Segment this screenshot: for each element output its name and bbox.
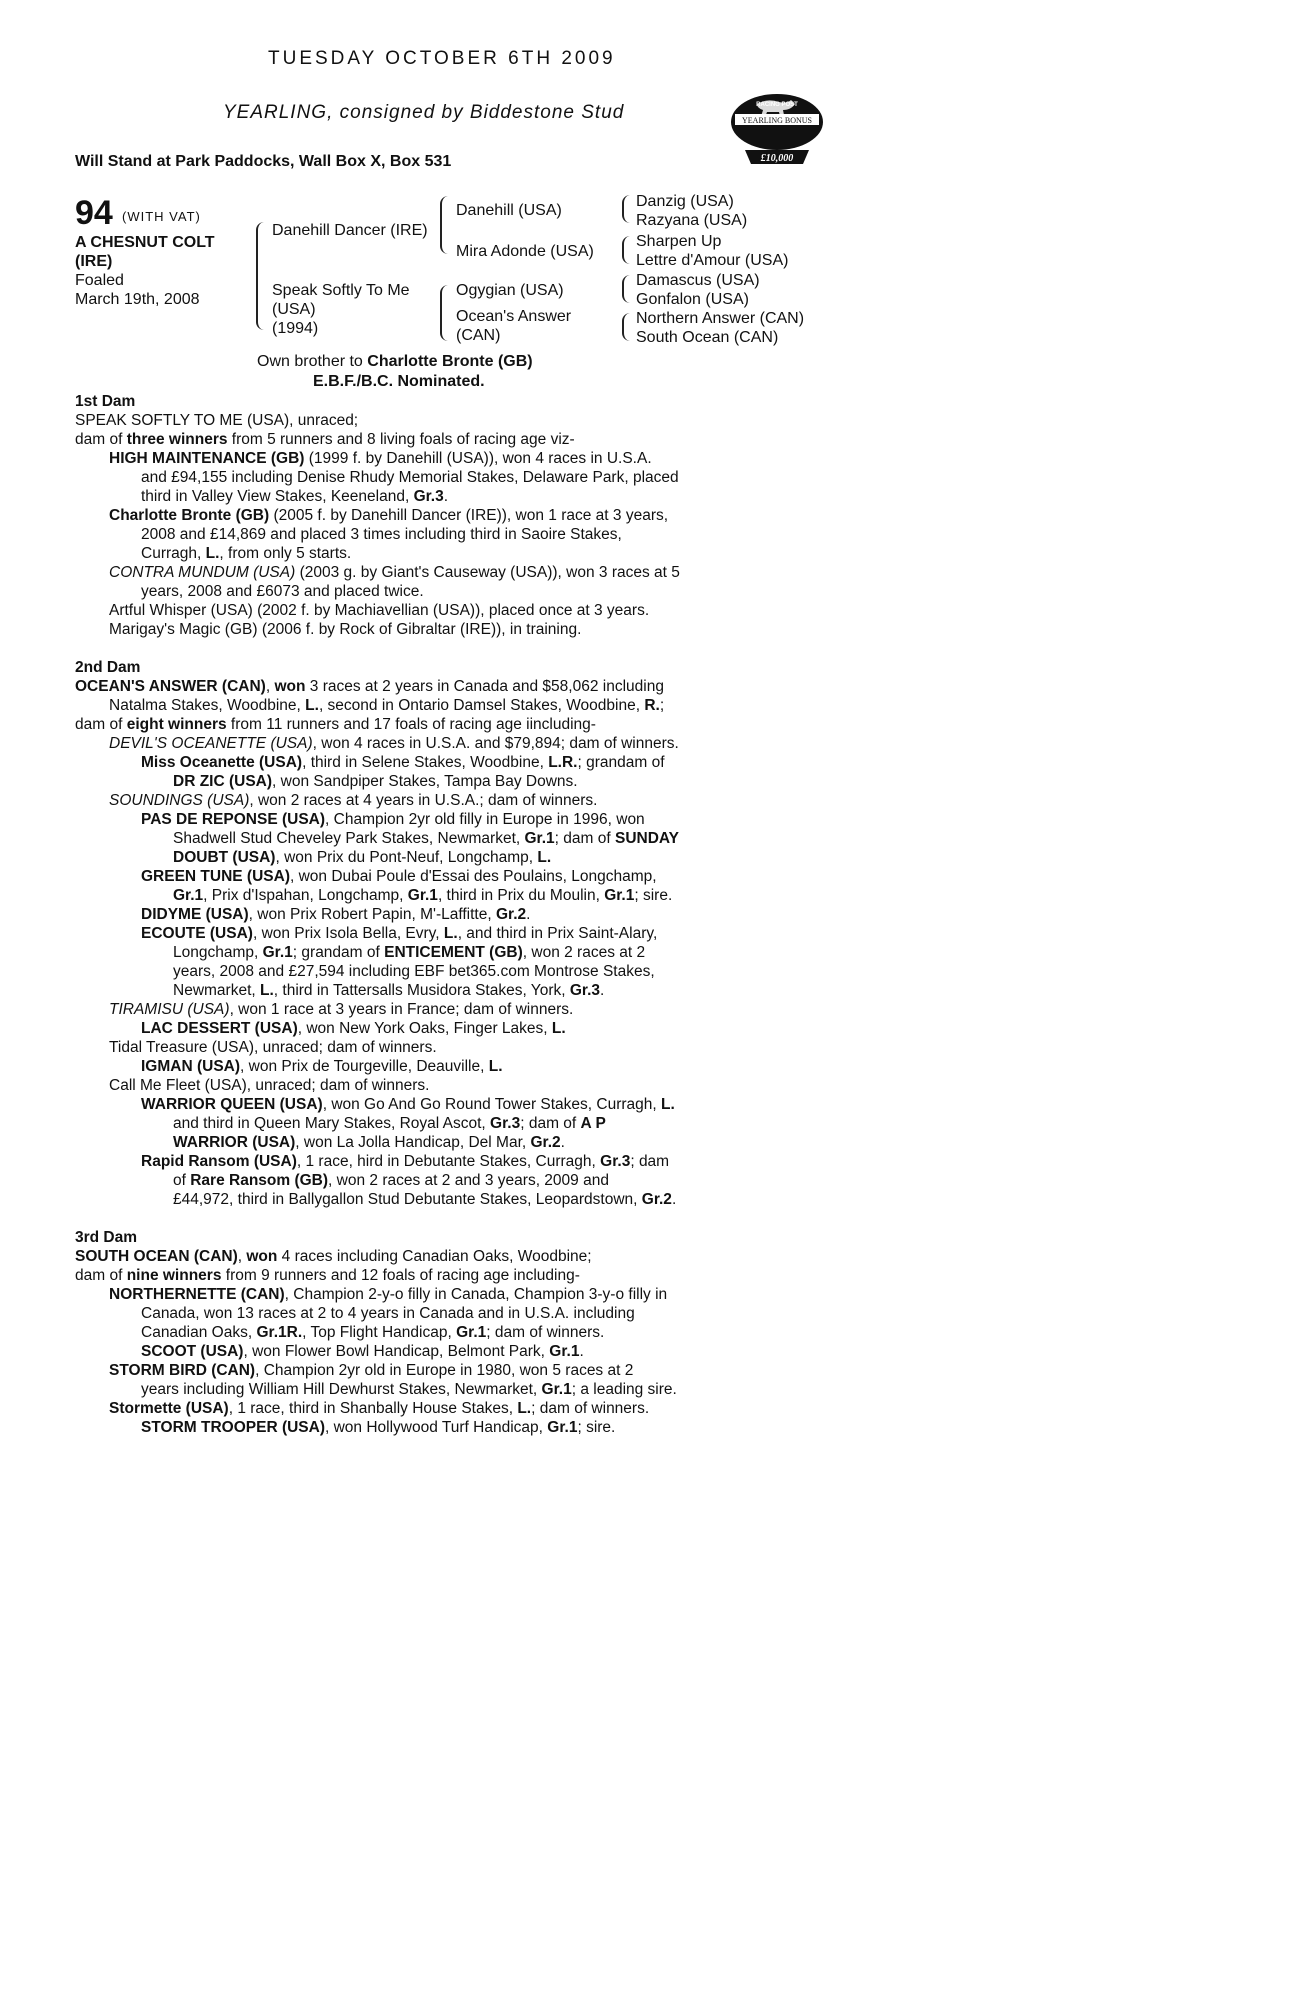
text-run: ; sire.: [634, 887, 673, 904]
sale-date: TUESDAY OCTOBER 6TH 2009: [268, 48, 616, 69]
text-run: third in Valley View Stakes, Keeneland,: [141, 488, 414, 505]
text-run: L.: [260, 982, 274, 999]
text-run: Gr.1: [173, 887, 204, 904]
text-run: Gr.3: [413, 488, 444, 505]
own-brother-name: Charlotte Bronte (GB): [367, 353, 533, 370]
lot-number: 94: [75, 194, 113, 232]
text-run: LAC DESSERT (USA): [141, 1020, 298, 1037]
body-line: [75, 1190, 755, 1209]
lot-description: [75, 233, 265, 271]
text-run: L.: [661, 1096, 675, 1113]
text-run: 2008 and £14,869 and placed 3 times including third in Saoire Stakes,: [141, 526, 622, 543]
body-line: [75, 1323, 755, 1342]
text-run: Rare Ransom (GB): [190, 1172, 329, 1189]
text-run: Gr.1: [456, 1324, 487, 1341]
text-run: ; dam of: [554, 830, 615, 847]
text-run: , Champion 2-y-o filly in Canada, Champion 3-y-o filly in: [284, 1286, 668, 1303]
text-run: ; dam of winners.: [486, 1324, 605, 1341]
text-run: , third in Selene Stakes, Woodbine,: [302, 754, 549, 771]
text-run: , won Prix Isola Bella, Evry,: [252, 925, 444, 942]
text-run: Canada, won 13 races at 2 to 4 years in Canada and in U.S.A. including: [141, 1305, 635, 1322]
catalogue-body: [75, 392, 755, 1437]
text-run: , third in Prix du Moulin,: [437, 887, 605, 904]
text-run: , won Hollywood Turf Handicap,: [325, 1419, 548, 1436]
body-line: [75, 1304, 755, 1323]
text-run: Rapid Ransom (USA): [141, 1153, 297, 1170]
body-line: [75, 1114, 755, 1133]
text-run: .: [600, 982, 605, 999]
pedigree-brace-dam: [440, 285, 450, 341]
text-run: , won Dubai Poule d'Essai des Poulains, Longchamp,: [289, 868, 657, 885]
text-run: and third in Queen Mary Stakes, Royal Ascot,: [173, 1115, 491, 1132]
lot-name-line1: A CHESNUT COLT: [75, 234, 215, 251]
text-run: L.: [443, 925, 458, 942]
pedigree-brace-ss: [622, 195, 631, 223]
pedigree-dam: [272, 281, 410, 338]
body-line: [75, 886, 755, 905]
text-run: Gr.1: [262, 944, 293, 961]
text-run: eight winners: [126, 716, 227, 733]
text-run: from 5 runners and 8 living foals of racing age viz-: [227, 431, 575, 448]
text-run: , won Sandpiper Stakes, Tampa Bay Downs.: [272, 773, 578, 790]
body-line: [75, 981, 755, 1000]
text-run: , won Prix Robert Papin, M'-Laffitte,: [248, 906, 496, 923]
pedigree-dam-sire: Ogygian (USA): [456, 282, 564, 299]
body-line: [75, 1133, 755, 1152]
text-run: , won 2 races at 4 years in U.S.A.; dam of winners.: [249, 792, 598, 809]
pedigree-brace-ds: [622, 275, 631, 303]
pedigree-ddd: South Ocean (CAN): [636, 329, 779, 346]
text-run: ; a leading sire.: [571, 1381, 677, 1398]
text-run: WARRIOR (USA): [173, 1134, 296, 1151]
text-run: ; dam of winners.: [531, 1400, 650, 1417]
body-line: [75, 962, 755, 981]
pedigree-sdd: Lettre d'Amour (USA): [636, 252, 789, 269]
body-line: [75, 1285, 755, 1304]
text-run: NORTHERNETTE (CAN): [109, 1286, 285, 1303]
pedigree-ssd: Razyana (USA): [636, 212, 748, 229]
text-run: years including William Hill Dewhurst Stakes, Newmarket,: [141, 1381, 542, 1398]
body-line: [75, 791, 755, 810]
pedigree-sire-dam: Mira Adonde (USA): [456, 243, 594, 260]
pedigree-dam-line1: Speak Softly To Me: [272, 282, 410, 299]
text-run: Miss Oceanette (USA): [141, 754, 303, 771]
text-run: (2005 f. by Danehill Dancer (IRE)), won 1 race at 3 years,: [269, 507, 669, 524]
text-run: DIDYME (USA): [141, 906, 249, 923]
body-line: [75, 1076, 755, 1095]
body-line: [75, 1095, 755, 1114]
body-line: [75, 506, 755, 525]
text-run: SUNDAY: [614, 830, 680, 847]
text-run: Shadwell Stud Cheveley Park Stakes, Newmarket,: [173, 830, 525, 847]
text-run: CONTRA MUNDUM (USA): [109, 564, 296, 581]
text-run: three winners: [126, 431, 228, 448]
text-run: years, 2008 and £27,594 including EBF bet365.com Montrose Stakes,: [173, 963, 655, 980]
text-run: HIGH MAINTENANCE (GB): [109, 450, 305, 467]
text-run: SCOOT (USA): [141, 1343, 244, 1360]
bonus-badge-icon: [727, 92, 827, 168]
text-run: ; sire.: [577, 1419, 616, 1436]
text-run: Gr.1: [549, 1343, 580, 1360]
pedigree-brace-sd: [622, 236, 631, 264]
body-lines: [75, 411, 755, 1437]
text-run: , Top Flight Handicap,: [302, 1324, 457, 1341]
section-heading-first-dam: 1st Dam: [75, 393, 136, 410]
text-run: Stormette (USA): [109, 1400, 229, 1417]
text-run: nine winners: [126, 1267, 222, 1284]
foaled-label: Foaled: [75, 272, 124, 289]
text-run: ; grandam of: [292, 944, 385, 961]
text-run: ECOUTE (USA): [141, 925, 253, 942]
text-run: , won New York Oaks, Finger Lakes,: [297, 1020, 552, 1037]
body-line: [75, 1342, 755, 1361]
text-run: (2003 g. by Giant's Causeway (USA)), won 3 races at 5: [295, 564, 680, 581]
body-line: [75, 715, 755, 734]
pedigree-dam-line2: (USA): [272, 301, 316, 318]
nomination-note: E.B.F./B.C. Nominated.: [313, 373, 485, 390]
bonus-amount: £10,000: [760, 153, 794, 164]
text-run: Canadian Oaks,: [141, 1324, 257, 1341]
own-brother-note: [257, 352, 533, 371]
text-run: and £94,155 including Denise Rhudy Memorial Stakes, Delaware Park, placed: [141, 469, 679, 486]
text-run: DOUBT (USA): [173, 849, 276, 866]
vat-note: (WITH VAT): [122, 209, 201, 224]
pedigree-sire-sire: Danehill (USA): [456, 202, 562, 219]
text-run: £44,972, third in Ballygallon Stud Debutante Stakes, Leopardstown,: [173, 1191, 642, 1208]
body-line: [75, 563, 755, 582]
pedigree-dds: Northern Answer (CAN): [636, 310, 805, 327]
text-run: DR ZIC (USA): [173, 773, 273, 790]
text-run: L.: [205, 545, 220, 562]
body-line: [75, 848, 755, 867]
text-run: Gr.1: [407, 887, 438, 904]
text-run: Newmarket,: [173, 982, 260, 999]
text-run: dam of: [75, 716, 127, 733]
text-run: Gr.1: [547, 1419, 578, 1436]
body-line: [75, 1361, 755, 1380]
text-run: 3 races at 2 years in Canada and $58,062 including: [305, 678, 664, 695]
pedigree-dam-line3: (1994): [272, 320, 319, 337]
text-run: ,: [237, 1248, 247, 1265]
text-run: .: [443, 488, 449, 505]
bonus-middle-text: YEARLING BONUS: [742, 116, 812, 125]
consignment-line: YEARLING, consigned by Biddestone Stud: [223, 102, 625, 123]
foaled-info: [75, 271, 200, 309]
foaled-date: March 19th, 2008: [75, 291, 200, 308]
body-line: [75, 1152, 755, 1171]
pedigree-dsd: Gonfalon (USA): [636, 291, 749, 308]
pedigree-sds: Sharpen Up: [636, 233, 722, 250]
text-run: Gr.2: [530, 1134, 561, 1151]
text-run: from 9 runners and 12 foals of racing age including-: [221, 1267, 580, 1284]
lot-name-line2: (IRE): [75, 253, 113, 270]
text-run: ; dam of: [520, 1115, 581, 1132]
body-line: [75, 943, 755, 962]
text-run: Gr.2: [641, 1191, 672, 1208]
body-line: [75, 1380, 755, 1399]
pedigree-dam-dam-line1: Ocean's Answer: [456, 308, 572, 325]
own-brother-prefix: Own brother to: [257, 353, 368, 370]
text-run: , won 4 races in U.S.A. and $79,894; dam of winners.: [312, 735, 679, 752]
text-run: R.: [644, 697, 660, 714]
text-run: Gr.3: [600, 1153, 631, 1170]
text-run: L.: [551, 1020, 566, 1037]
text-run: .: [671, 1191, 677, 1208]
text-run: ,: [265, 678, 275, 695]
text-run: Gr.1: [541, 1381, 572, 1398]
pedigree-dss: Damascus (USA): [636, 272, 760, 289]
text-run: SOUNDINGS (USA): [109, 792, 250, 809]
text-run: L.R.: [548, 754, 578, 771]
body-line: [75, 487, 755, 506]
text-run: L.: [537, 849, 552, 866]
text-run: dam of: [75, 1267, 127, 1284]
text-run: ; dam: [630, 1153, 670, 1170]
text-run: , won 2 races at 2 and 3 years, 2009 and: [328, 1172, 609, 1189]
text-run: IGMAN (USA): [141, 1058, 241, 1075]
bonus-top-text: RACING POST: [756, 102, 798, 108]
text-run: Curragh,: [141, 545, 206, 562]
body-line: [75, 411, 755, 430]
text-run: Gr.2: [495, 906, 527, 923]
body-line: [75, 620, 755, 639]
body-line: [75, 430, 755, 449]
text-run: , won Prix de Tourgeville, Deauville,: [240, 1058, 489, 1075]
pedigree-dam-dam: [456, 307, 571, 345]
section-gap: [75, 639, 755, 658]
text-run: PAS DE REPONSE (USA): [141, 811, 326, 828]
body-line: [75, 449, 755, 468]
body-line: [75, 582, 755, 601]
body-line: [75, 734, 755, 753]
body-line: [75, 810, 755, 829]
text-run: Marigay's Magic (GB) (2006 f. by Rock of Gibraltar (IRE)), in training.: [109, 621, 582, 638]
text-run: of: [173, 1172, 191, 1189]
text-run: , 1 race, hird in Debutante Stakes, Curragh,: [296, 1153, 601, 1170]
text-run: Charlotte Bronte (GB): [109, 507, 270, 524]
pedigree-sss: Danzig (USA): [636, 193, 734, 210]
body-line: [75, 1038, 755, 1057]
text-run: , from only 5 starts.: [219, 545, 352, 562]
text-run: A P: [580, 1115, 606, 1132]
text-run: .: [579, 1343, 584, 1360]
text-run: dam of: [75, 431, 127, 448]
pedigree-dam-dam-line2: (CAN): [456, 327, 501, 344]
text-run: SPEAK SOFTLY TO ME (USA), unraced;: [75, 412, 359, 429]
body-line: [75, 1019, 755, 1038]
text-run: Call Me Fleet (USA), unraced; dam of winners.: [109, 1077, 430, 1094]
text-run: , won 2 races at 2: [522, 944, 646, 961]
text-run: , won Prix du Pont-Neuf, Longchamp,: [275, 849, 538, 866]
body-line: [75, 1057, 755, 1076]
pedigree-brace-sire: [440, 196, 450, 254]
text-run: (1999 f. by Danehill (USA)), won 4 races in U.S.A.: [304, 450, 652, 467]
text-run: won: [246, 1248, 278, 1265]
text-run: Gr.1R.: [256, 1324, 303, 1341]
section-heading-third-dam: 3rd Dam: [75, 1229, 138, 1246]
text-run: ;: [659, 697, 665, 714]
text-run: WARRIOR QUEEN (USA): [141, 1096, 323, 1113]
text-run: L.: [517, 1400, 532, 1417]
text-run: , Champion 2yr old filly in Europe in 1996, won: [325, 811, 645, 828]
text-run: won: [274, 678, 306, 695]
body-line: [75, 601, 755, 620]
text-run: Artful Whisper (USA) (2002 f. by Machiavellian (USA)), placed once at 3 years.: [109, 602, 650, 619]
text-run: STORM BIRD (CAN): [109, 1362, 256, 1379]
text-run: Gr.1: [524, 830, 555, 847]
text-run: , won 1 race at 3 years in France; dam of winners.: [229, 1001, 574, 1018]
text-run: , third in Tattersalls Musidora Stakes, York,: [273, 982, 570, 999]
section-gap: [75, 1209, 755, 1228]
text-run: Gr.3: [569, 982, 601, 999]
body-line: [75, 1399, 755, 1418]
body-line: [75, 1418, 755, 1437]
text-run: , won Flower Bowl Handicap, Belmont Park,: [243, 1343, 550, 1360]
body-line: [75, 1247, 755, 1266]
text-run: .: [526, 906, 531, 923]
pedigree-brace-dd: [622, 313, 631, 341]
text-run: from 11 runners and 17 foals of racing age iincluding-: [226, 716, 596, 733]
body-line: [75, 1000, 755, 1019]
yearling-bonus-badge: [727, 92, 827, 168]
text-run: , second in Ontario Damsel Stakes, Woodbine,: [318, 697, 645, 714]
text-run: Tidal Treasure (USA), unraced; dam of winners.: [109, 1039, 437, 1056]
text-run: 4 races including Canadian Oaks, Woodbine;: [277, 1248, 592, 1265]
body-line: [75, 544, 755, 563]
text-run: L.: [305, 697, 319, 714]
text-run: Gr.1: [604, 887, 635, 904]
body-line: [75, 924, 755, 943]
text-run: Natalma Stakes, Woodbine,: [109, 697, 306, 714]
text-run: Longchamp,: [173, 944, 263, 961]
body-line: [75, 468, 755, 487]
text-run: L.: [488, 1058, 503, 1075]
section-heading-second-dam: 2nd Dam: [75, 659, 141, 676]
text-run: .: [560, 1134, 565, 1151]
text-run: TIRAMISU (USA): [109, 1001, 230, 1018]
stand-location: Will Stand at Park Paddocks, Wall Box X, Box 531: [75, 153, 452, 170]
body-line: [75, 1171, 755, 1190]
pedigree-brace-main: [256, 222, 268, 330]
body-line: [75, 829, 755, 848]
pedigree-sire: Danehill Dancer (IRE): [272, 222, 428, 239]
body-line: [75, 696, 755, 715]
text-run: , Champion 2yr old in Europe in 1980, won 5 races at 2: [255, 1362, 634, 1379]
text-run: SOUTH OCEAN (CAN): [75, 1248, 238, 1265]
body-line: [75, 772, 755, 791]
body-line: [75, 677, 755, 696]
text-run: , and third in Prix Saint-Alary,: [457, 925, 658, 942]
body-line: [75, 867, 755, 886]
text-run: , 1 race, third in Shanbally House Stakes,: [228, 1400, 518, 1417]
text-run: OCEAN'S ANSWER (CAN): [75, 678, 266, 695]
text-run: Gr.3: [490, 1115, 521, 1132]
text-run: , won La Jolla Handicap, Del Mar,: [295, 1134, 531, 1151]
body-line: [75, 905, 755, 924]
text-run: GREEN TUNE (USA): [141, 868, 290, 885]
text-run: DEVIL'S OCEANETTE (USA): [109, 735, 313, 752]
text-run: ; grandam of: [577, 754, 665, 771]
body-line: [75, 1266, 755, 1285]
text-run: ENTICEMENT (GB): [384, 944, 523, 961]
text-run: STORM TROOPER (USA): [141, 1419, 325, 1436]
text-run: , Prix d'Ispahan, Longchamp,: [203, 887, 408, 904]
text-run: years, 2008 and £6073 and placed twice.: [141, 583, 424, 600]
body-line: [75, 525, 755, 544]
text-run: , won Go And Go Round Tower Stakes, Curragh,: [322, 1096, 662, 1113]
body-line: [75, 753, 755, 772]
